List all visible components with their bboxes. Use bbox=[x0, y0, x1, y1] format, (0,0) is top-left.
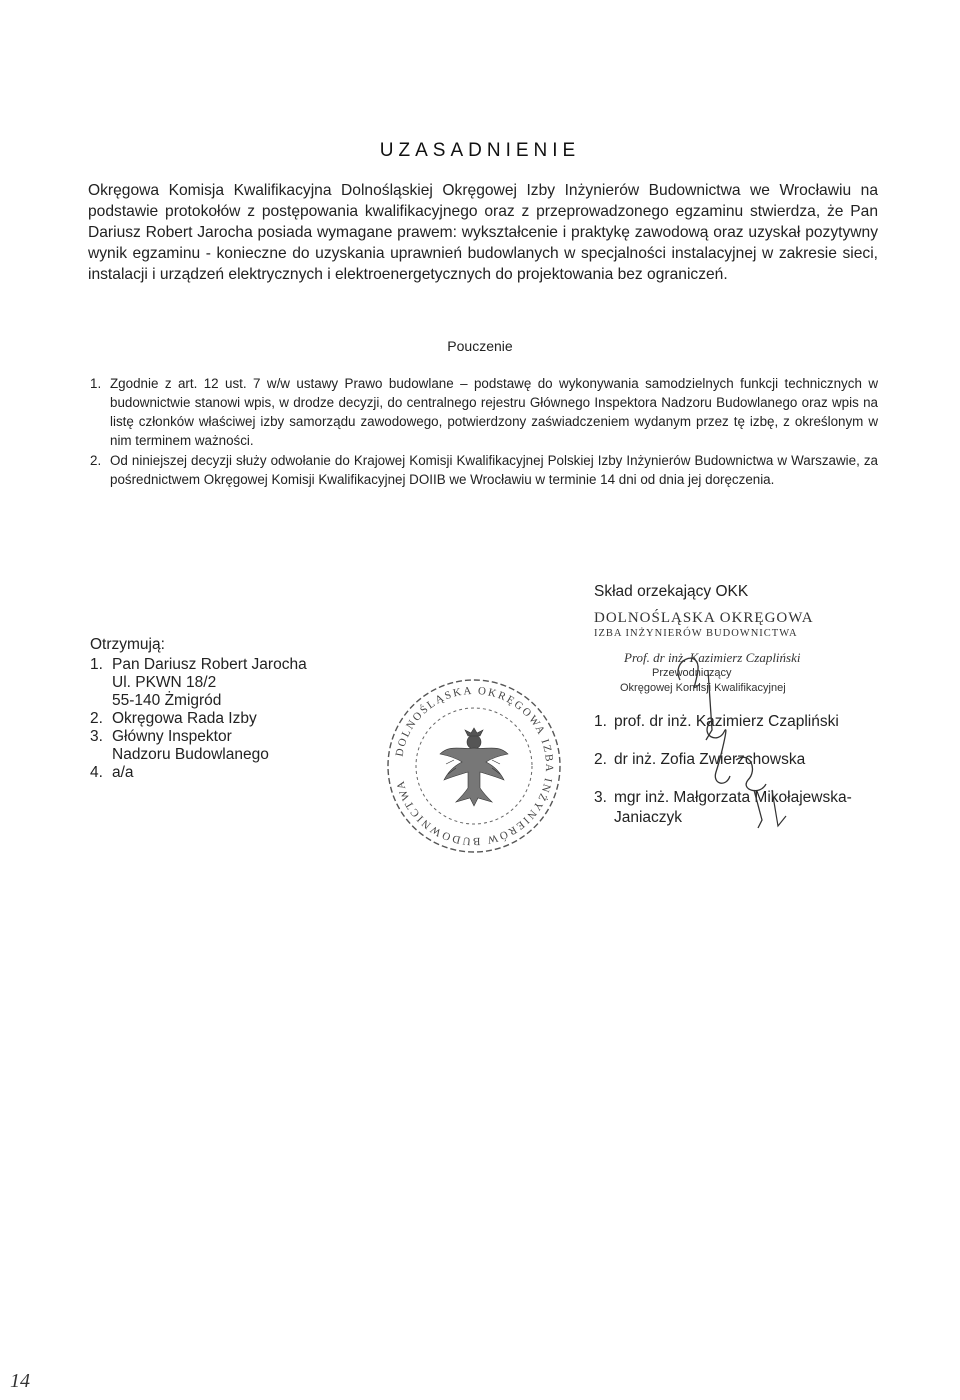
instructions-heading: Pouczenie bbox=[447, 338, 513, 354]
recipient-item bbox=[90, 728, 350, 764]
member-name: Janiaczyk bbox=[614, 809, 683, 826]
page-number: 14 bbox=[10, 1370, 30, 1392]
instruction-number: 1. bbox=[90, 376, 102, 391]
justification-paragraph: Okręgowa Komisja Kwalifikacyjna Dolnośląskiej Okręgowej Izby Inżynierów Budownictwa we Wrocławiu na podstawie protokołów z postępowania kwalifikacyjnego oraz z przeprowadzonego egzaminu stwierdza, że Pan Dariusz Robert Jarocha posiada wymagane prawem: wykształcenie i praktykę zawodową oraz uzyskał pozytywny wynik egzaminu - konieczne do uzyskania uprawnień budowlanych w specjalności instalacyjnej w zakresie sieci, instalacji i urządzeń elektrycznych i elektroenergetycznych do projektowania bez ograniczeń. bbox=[88, 182, 878, 283]
instruction-text: Zgodnie z art. 12 ust. 7 w/w ustawy Prawo budowlane – podstawę do wykonywania samodzielnych funkcji technicznych w budownictwie stanowi wpis, w drodze decyzji, do centralnego rejestru Głównego Inspektora Nadzoru Budowlanego oraz wpis na listę członków właściwej izby samorządu zawodowego, potwierdzony zaświadczeniem wydanym przez tę izbę, z określonym w nim terminem ważności. bbox=[110, 376, 878, 448]
recipient-number: 2. bbox=[90, 710, 103, 727]
instructions-list bbox=[90, 374, 878, 490]
instruction-item bbox=[90, 451, 878, 489]
chairman-stamp-role: Przewodniczący bbox=[652, 667, 732, 679]
member-name: dr inż. Zofia Zwierzchowska bbox=[614, 751, 806, 768]
recipients-block bbox=[90, 636, 350, 782]
recipient-item bbox=[90, 710, 350, 728]
document-title: UZASADNIENIE bbox=[379, 140, 581, 161]
official-seal bbox=[384, 676, 564, 856]
recipient-number: 3. bbox=[90, 728, 103, 745]
panel-member bbox=[594, 712, 894, 732]
panel-member bbox=[594, 788, 894, 828]
recipient-line: Ul. PKWN 18/2 bbox=[112, 674, 217, 691]
recipient-number: 1. bbox=[90, 656, 103, 673]
instruction-text: Od niniejszej decyzji służy odwołanie do Krajowej Komisji Kwalifikacyjnej Polskiej Izby Inżynierów Budownictwa w Warszawie, za pośrednictwem Okręgowej Komisji Kwalifikacyjnej DOIIB we Wrocławiu w terminie 14 dni od dnia jej doręczenia. bbox=[110, 453, 878, 487]
member-number: 3. bbox=[594, 789, 607, 806]
chamber-stamp-line: DOLNOŚLĄSKA OKRĘGOWA bbox=[594, 610, 814, 626]
chamber-stamp-line: IZBA INŻYNIERÓW BUDOWNICTWA bbox=[594, 628, 798, 639]
chairman-stamp-committee: Okręgowej Komisji Kwalifikacyjnej bbox=[620, 682, 786, 694]
svg-text:DOLNOŚLĄSKA OKRĘGOWA IZBA INŻY: DOLNOŚLĄSKA OKRĘGOWA IZBA INŻYNIERÓW BUDOWNICTWA bbox=[393, 684, 556, 848]
recipient-line: Główny Inspektor bbox=[112, 728, 232, 745]
eagle-emblem-icon bbox=[440, 728, 508, 806]
member-number: 1. bbox=[594, 713, 607, 730]
recipient-line: 55-140 Żmigród bbox=[112, 692, 222, 709]
instruction-number: 2. bbox=[90, 453, 102, 468]
recipient-item bbox=[90, 656, 350, 710]
instruction-item bbox=[90, 374, 878, 450]
member-number: 2. bbox=[594, 751, 607, 768]
recipient-item bbox=[90, 764, 350, 782]
panel-members bbox=[594, 712, 894, 828]
recipient-line: a/a bbox=[112, 764, 134, 781]
panel-heading: Skład orzekający OKK bbox=[594, 583, 749, 600]
member-name: prof. dr inż. Kazimierz Czapliński bbox=[614, 713, 839, 730]
recipient-line: Nadzoru Budowlanego bbox=[112, 746, 269, 763]
recipient-number: 4. bbox=[90, 764, 103, 781]
member-name: mgr inż. Małgorzata Mikołajewska- bbox=[614, 789, 852, 806]
recipients-heading: Otrzymują: bbox=[90, 636, 165, 653]
recipient-line: Pan Dariusz Robert Jarocha bbox=[112, 656, 307, 673]
chairman-stamp-name: Prof. dr inż. Kazimierz Czapliński bbox=[624, 650, 801, 665]
recipient-line: Okręgowa Rada Izby bbox=[112, 710, 257, 727]
adjudicating-panel bbox=[594, 582, 894, 846]
panel-member bbox=[594, 750, 894, 770]
